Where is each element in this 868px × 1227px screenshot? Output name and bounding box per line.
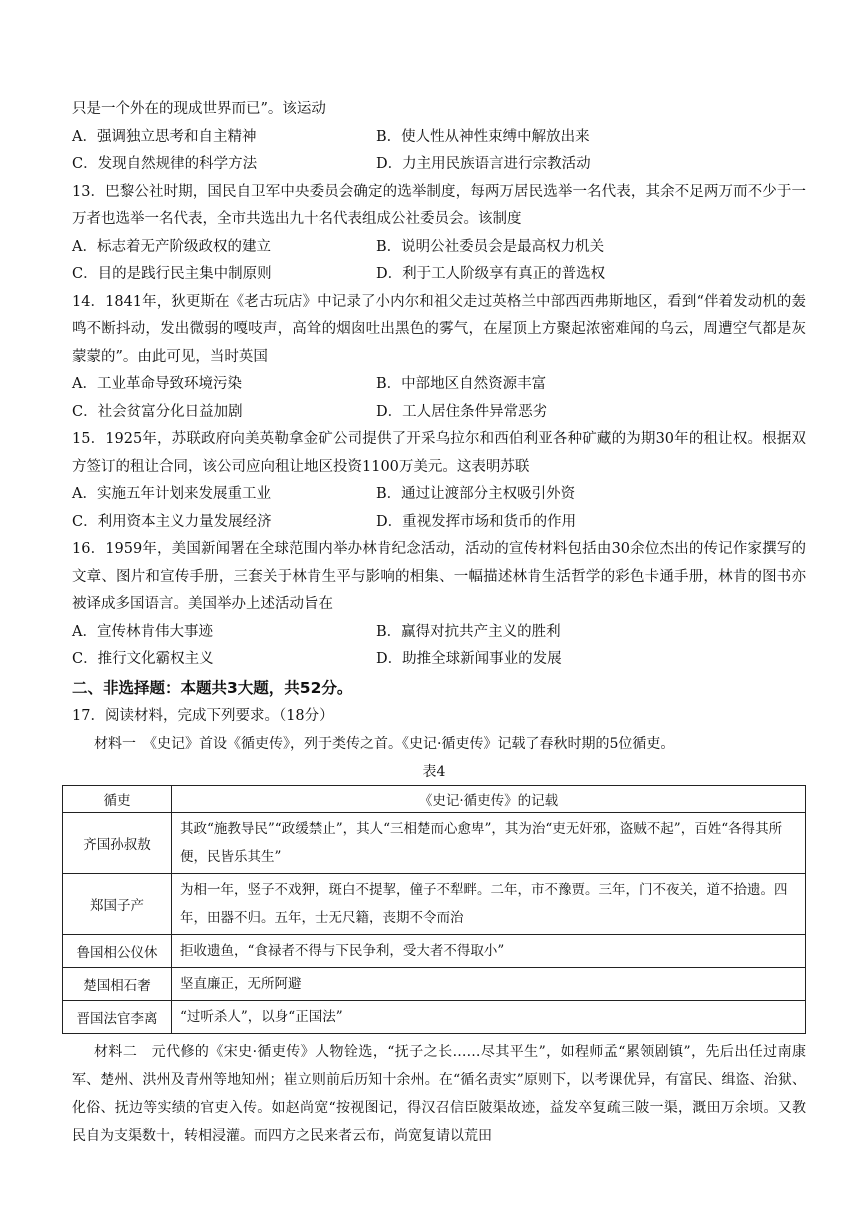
q14-option-d[interactable]: D．工人居住条件异常恶劣 (376, 403, 548, 420)
q17-material-two: 材料二 元代修的《宋史·循吏传》人物铨选，“抚子之长……尽其平生”，如程师孟“累领剧镇”，先后出任过南康军、楚州、洪州及青州等地知州；崔立则前后历知十余州。在“循名责实”原则下，以考课优异，有富民、缉盗、治狱、化俗、抚边等实绩的官吏入传。如赵尚宽“按视图记，得汉召信臣陂渠故迹，益发卒复疏三陂一渠，溉田万余顷。又教民自为支渠数十，转相浸灌。而四方之民来者云布，尚宽复请以荒田 (72, 1044, 806, 1144)
officials-table (62, 785, 806, 1034)
q13-options-row-2 (62, 261, 806, 289)
table-row (63, 968, 806, 1001)
table-cell-name: 楚国相石奢 (63, 968, 172, 1001)
table-cell-record: “过听杀人”，以身“正国法” (172, 1001, 806, 1034)
q12-option-a[interactable]: A．强调独立思考和自主精神 (72, 128, 257, 145)
q16-option-a[interactable]: A．宣传林肯伟大事迹 (72, 623, 213, 640)
table-caption: 表4 (422, 764, 446, 780)
q12-options-row-1 (62, 124, 806, 152)
q14-options-row-2 (62, 399, 806, 427)
table-header-name: 循吏 (63, 786, 172, 813)
q13-options-row-1 (62, 234, 806, 262)
table-cell-name: 鲁国相公仪休 (63, 935, 172, 968)
q12-option-d[interactable]: D．力主用民族语言进行宗教活动 (376, 156, 591, 172)
q15-option-b[interactable]: B．通过让渡部分主权吸引外资 (376, 486, 576, 502)
q15-option-a[interactable]: A．实施五年计划来发展重工业 (72, 486, 271, 502)
q14-options-row-1 (62, 371, 806, 399)
q16-stem: 16．1959年，美国新闻署在全球范围内举办林肯纪念活动，活动的宣传材料包括由30余位杰出的传记作家撰写的文章、图片和宣传手册，三套关于林肯生平与影响的相集、一幅描述林肯生活哲学的彩色卡通手册，林肯的图书亦被译成多国语言。美国举办上述活动旨在 (72, 541, 806, 612)
q17-material-one: 材料一 《史记》首设《循吏传》，列于类传之首。《史记·循吏传》记载了春秋时期的5位循吏。 (94, 736, 675, 752)
q12-option-c[interactable]: C．发现自然规律的科学方法 (72, 156, 258, 172)
q13-option-c[interactable]: C．目的是践行民主集中制原则 (72, 266, 272, 282)
q12-option-b[interactable]: B．使人性从神性束缚中解放出来 (376, 128, 590, 145)
q17-stem: 17．阅读材料，完成下列要求。（18分） (72, 707, 334, 724)
table-cell-name: 郑国子产 (63, 874, 172, 935)
table-cell-record: 为相一年，竖子不戏狎，斑白不提挈，僮子不犁畔。二年，市不豫贾。三年，门不夜关，道不拾遗。四年，田器不归。五年，士无尺籍，丧期不令而治 (172, 874, 806, 935)
table-cell-name: 晋国法官李离 (63, 1001, 172, 1034)
table-row (63, 935, 806, 968)
q16-option-d[interactable]: D．助推全球新闻事业的发展 (376, 651, 562, 667)
q14-option-b[interactable]: B．中部地区自然资源丰富 (376, 376, 547, 392)
q16-option-c[interactable]: C．推行文化霸权主义 (72, 651, 214, 667)
table-cell-record: 其政“施教导民”“政缓禁止”，其人“三相楚而心愈卑”，其为治“吏无奸邪，盗贼不起”，百姓“各得其所便，民皆乐其生” (172, 813, 806, 874)
q16-option-b[interactable]: B．赢得对抗共产主义的胜利 (376, 623, 561, 640)
q14-option-a[interactable]: A．工业革命导致环境污染 (72, 376, 242, 392)
table-row (63, 874, 806, 935)
table-cell-record: 坚直廉正，无所阿避 (172, 968, 806, 1001)
table-cell-name: 齐国孙叔敖 (63, 813, 172, 874)
section-heading: 二、非选择题：本题共3大题，共52分。 (72, 678, 353, 697)
q14-option-c[interactable]: C．社会贫富分化日益加剧 (72, 403, 243, 420)
table-row (63, 813, 806, 874)
q15-options-row-2 (62, 509, 806, 537)
q16-options-row-1 (62, 619, 806, 647)
q13-option-b[interactable]: B．说明公社委员会是最高权力机关 (376, 238, 605, 255)
q12-stem-tail: 只是一个外在的现成世界而已”。该运动 (72, 101, 326, 117)
table-cell-record: 拒收遗鱼，“食禄者不得与下民争利，受大者不得取小” (172, 935, 806, 968)
q13-option-a[interactable]: A．标志着无产阶级政权的建立 (72, 238, 271, 255)
q15-option-d[interactable]: D．重视发挥市场和货币的作用 (376, 513, 577, 530)
q15-stem: 15．1925年，苏联政府向美英勒拿金矿公司提供了开采乌拉尔和西伯利亚各种矿藏的为期30年的租让权。根据双方签订的租让合同，该公司应向租让地区投资1100万美元。这表明苏联 (72, 431, 806, 475)
q15-option-c[interactable]: C．利用资本主义力量发展经济 (72, 513, 272, 530)
table-header-row (63, 786, 806, 813)
exam-page (62, 96, 806, 1150)
table-row (63, 1001, 806, 1034)
q13-stem: 13．巴黎公社时期，国民自卫军中央委员会确定的选举制度，每两万居民选举一名代表，其余不足两万而不少于一万者也选举一名代表，全市共选出九十名代表组成公社委员会。该制度 (72, 183, 806, 227)
q16-options-row-2 (62, 646, 806, 674)
q15-options-row-1 (62, 481, 806, 509)
q14-stem: 14．1841年，狄更斯在《老古玩店》中记录了小内尔和祖父走过英格兰中部西西弗斯地区，看到“伴着发动机的轰鸣不断抖动，发出微弱的嘎吱声，高耸的烟囱吐出黑色的雾气，在屋顶上方聚起浓密难闻的乌云，周遭空气都是灰蒙蒙的”。由此可见，当时英国 (72, 293, 806, 365)
q12-options-row-2 (62, 151, 806, 179)
table-header-record: 《史记·循吏传》的记载 (172, 786, 806, 813)
q13-option-d[interactable]: D．利于工人阶级享有真正的普选权 (376, 266, 606, 282)
